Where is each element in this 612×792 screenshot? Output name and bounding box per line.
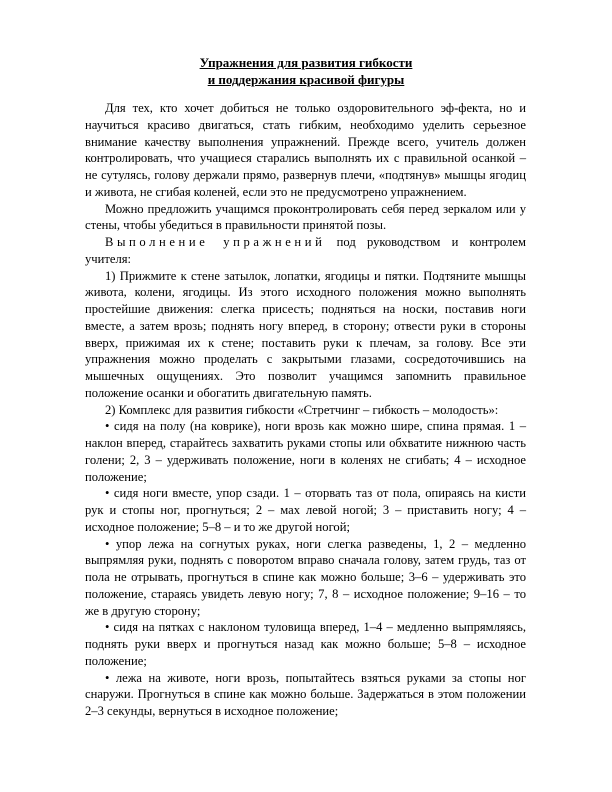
execution-spaced-text: Выполнение упражнений xyxy=(105,235,326,249)
list-item-bullet-5: • лежа на животе, ноги врозь, попытайтесь взяться руками за стопы ног снаружи. Прогнуться в спине как можно больше. Задержаться в этом положении 2–3 секунды, вернуться в исходное положение; xyxy=(85,670,526,718)
paragraph-exercise-2: 2) Комплекс для развития гибкости «Стретчинг – гибкость – молодость»: xyxy=(105,402,499,417)
list-item-bullet-1: • сидя на полу (на коврике), ноги врозь как можно шире, спина прямая. 1 – наклон вперед, старайтесь захватить руками стопы или обхватите нижнюю часть голени; 2, 3 – удерживать положение, ноги в коленях не сгибать; 4 – исходное положение; xyxy=(85,419,526,484)
document-body xyxy=(85,100,526,720)
paragraph-execution-heading xyxy=(85,234,526,268)
paragraph-mirror: Можно предложить учащимся проконтролировать себя перед зеркалом или у стены, чтобы убедиться в правильности принятой позы. xyxy=(85,201,526,233)
title-line-2: и поддержания красивой фигуры xyxy=(207,72,405,87)
document-title xyxy=(80,54,532,88)
title-line-1: Упражнения для развития гибкости xyxy=(199,55,413,70)
execution-rest-text: под руководством и контролем учителя: xyxy=(85,235,526,266)
list-item-bullet-2: • сидя ноги вместе, упор сзади. 1 – оторвать таз от пола, опираясь на кисти рук и стопы ног, прогнуться; 2 – мах левой ногой; 3 – приставить ногу; 4 – исходное положение; 5–8 – и то же другой ногой; xyxy=(85,486,526,534)
paragraph-intro: Для тех, кто хочет добиться не только оздоровительного эф-фекта, но и научиться красиво двигаться, стать гибким, необходимо уделить серьезное внимание качеству выполнения упражнений. Прежде всего, учитель должен контролировать, что учащиеся старались выполнять их с правильной осанкой – не сутулясь, голову держали прямо, развернув плечи, «подтянув» мышцы ягодиц и живота, не сгибая коленей, если это не предусмотрено упражнением. xyxy=(85,101,526,199)
paragraph-exercise-1: 1) Прижмите к стене затылок, лопатки, ягодицы и пятки. Подтяните мышцы живота, колени, ягодицы. Из этого исходного положения можно выполнять простейшие движения: слегка присесть; подняться на носки, поставив ноги вместе, а затем врозь; поднять ногу вперед, в сторону; отвести руки в стороны вверх, прижимая их к стене; поставить руки к плечам, за голову. Все эти упражнения можно проделать с закрытыми глазами, сосредоточившись на мышечных ощущениях. Это позволит учащимся запомнить правильное положение осанки и обогатить двигательную память. xyxy=(85,268,526,400)
list-item-bullet-4: • сидя на пятках с наклоном туловища вперед, 1–4 – медленно выпрямляясь, поднять руки вверх и прогнуться назад как можно больше; 5–8 – исходное положение; xyxy=(85,620,526,668)
list-item-bullet-3: • упор лежа на согнутых руках, ноги слегка разведены, 1, 2 – медленно выпрямляя руки, поднять с поворотом вправо сначала голову, затем грудь, таз от пола не отрывать, прогнуться в спине как можно больше; 3–6 – удерживать это положение, стараясь увидеть левую ногу; 7, 8 – исходное положение; 9–16 – то же в другую сторону; xyxy=(85,536,526,618)
